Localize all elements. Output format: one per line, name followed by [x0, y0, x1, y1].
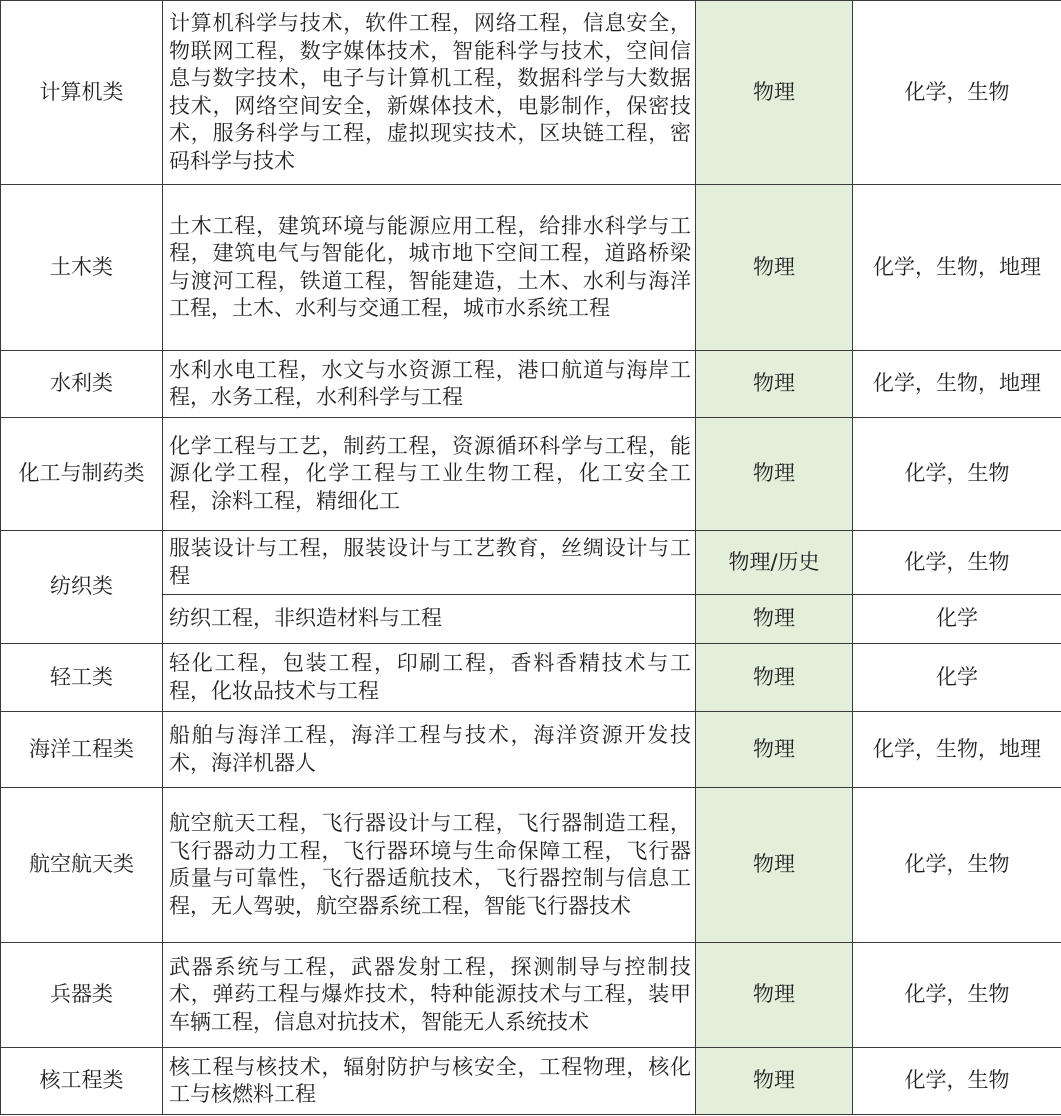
category-cell: 轻工类: [1, 644, 163, 712]
majors-cell: 轻化工程，包装工程，印刷工程，香料香精技术与工程，化妆品技术与工程: [163, 644, 696, 712]
second-subject-cell: 化学，生物: [853, 943, 1061, 1048]
majors-cell: 纺织工程，非织造材料与工程: [163, 595, 696, 644]
table-row: [1, 644, 1061, 712]
second-subject-cell: 化学: [853, 644, 1061, 712]
second-subject-cell: 化学，生物，地理: [853, 351, 1061, 418]
table-row: [1, 1, 1061, 185]
majors-cell: 船舶与海洋工程，海洋工程与技术，海洋资源开发技术，海洋机器人: [163, 712, 696, 788]
first-subject-cell: 物理: [696, 1048, 853, 1115]
second-subject-cell: 化学，生物，地理: [853, 185, 1061, 351]
table-row: [1, 788, 1061, 943]
category-cell: 计算机类: [1, 1, 163, 185]
category-cell: 航空航天类: [1, 788, 163, 943]
table-row: [1, 351, 1061, 418]
majors-cell: 土木工程，建筑环境与能源应用工程，给排水科学与工程，建筑电气与智能化，城市地下空间工程，道路桥梁与渡河工程，铁道工程，智能建造，土木、水利与海洋工程，土木、水利与交通工程，城市水系统工程: [163, 185, 696, 351]
table-row: [1, 531, 1061, 595]
second-subject-cell: 化学，生物: [853, 531, 1061, 595]
majors-cell: 水利水电工程，水文与水资源工程，港口航道与海岸工程，水务工程，水利科学与工程: [163, 351, 696, 418]
majors-cell: 服装设计与工程，服装设计与工艺教育，丝绸设计与工程: [163, 531, 696, 595]
majors-cell: 航空航天工程，飞行器设计与工程，飞行器制造工程，飞行器动力工程，飞行器环境与生命保障工程，飞行器质量与可靠性，飞行器适航技术，飞行器控制与信息工程，无人驾驶，航空器系统工程，智能飞行器技术: [163, 788, 696, 943]
category-cell: 纺织类: [1, 531, 163, 644]
first-subject-cell: 物理: [696, 712, 853, 788]
first-subject-cell: 物理: [696, 943, 853, 1048]
first-subject-cell: 物理: [696, 1, 853, 185]
first-subject-cell: 物理/历史: [696, 531, 853, 595]
category-cell: 水利类: [1, 351, 163, 418]
first-subject-cell: 物理: [696, 595, 853, 644]
table-row: [1, 185, 1061, 351]
category-cell: 海洋工程类: [1, 712, 163, 788]
first-subject-cell: 物理: [696, 351, 853, 418]
majors-cell: 计算机科学与技术，软件工程，网络工程，信息安全，物联网工程，数字媒体技术，智能科学与技术，空间信息与数字技术，电子与计算机工程，数据科学与大数据技术，网络空间安全，新媒体技术，电影制作，保密技术，服务科学与工程，虚拟现实技术，区块链工程，密码科学与技术: [163, 1, 696, 185]
second-subject-cell: 化学，生物: [853, 1, 1061, 185]
first-subject-cell: 物理: [696, 644, 853, 712]
first-subject-cell: 物理: [696, 418, 853, 531]
first-subject-cell: 物理: [696, 185, 853, 351]
category-cell: 化工与制药类: [1, 418, 163, 531]
second-subject-cell: 化学: [853, 595, 1061, 644]
category-cell: 土木类: [1, 185, 163, 351]
table-row: [1, 1048, 1061, 1115]
table-row: [1, 418, 1061, 531]
second-subject-cell: 化学，生物: [853, 788, 1061, 943]
second-subject-cell: 化学，生物: [853, 1048, 1061, 1115]
majors-cell: 核工程与核技术，辐射防护与核安全，工程物理，核化工与核燃料工程: [163, 1048, 696, 1115]
second-subject-cell: 化学，生物，地理: [853, 712, 1061, 788]
table-row: [1, 712, 1061, 788]
category-cell: 核工程类: [1, 1048, 163, 1115]
table-row: [1, 943, 1061, 1048]
majors-cell: 武器系统与工程，武器发射工程，探测制导与控制技术，弹药工程与爆炸技术，特种能源技术与工程，装甲车辆工程，信息对抗技术，智能无人系统技术: [163, 943, 696, 1048]
majors-cell: 化学工程与工艺，制药工程，资源循环科学与工程，能源化学工程，化学工程与工业生物工程，化工安全工程，涂料工程，精细化工: [163, 418, 696, 531]
first-subject-cell: 物理: [696, 788, 853, 943]
second-subject-cell: 化学，生物: [853, 418, 1061, 531]
category-cell: 兵器类: [1, 943, 163, 1048]
